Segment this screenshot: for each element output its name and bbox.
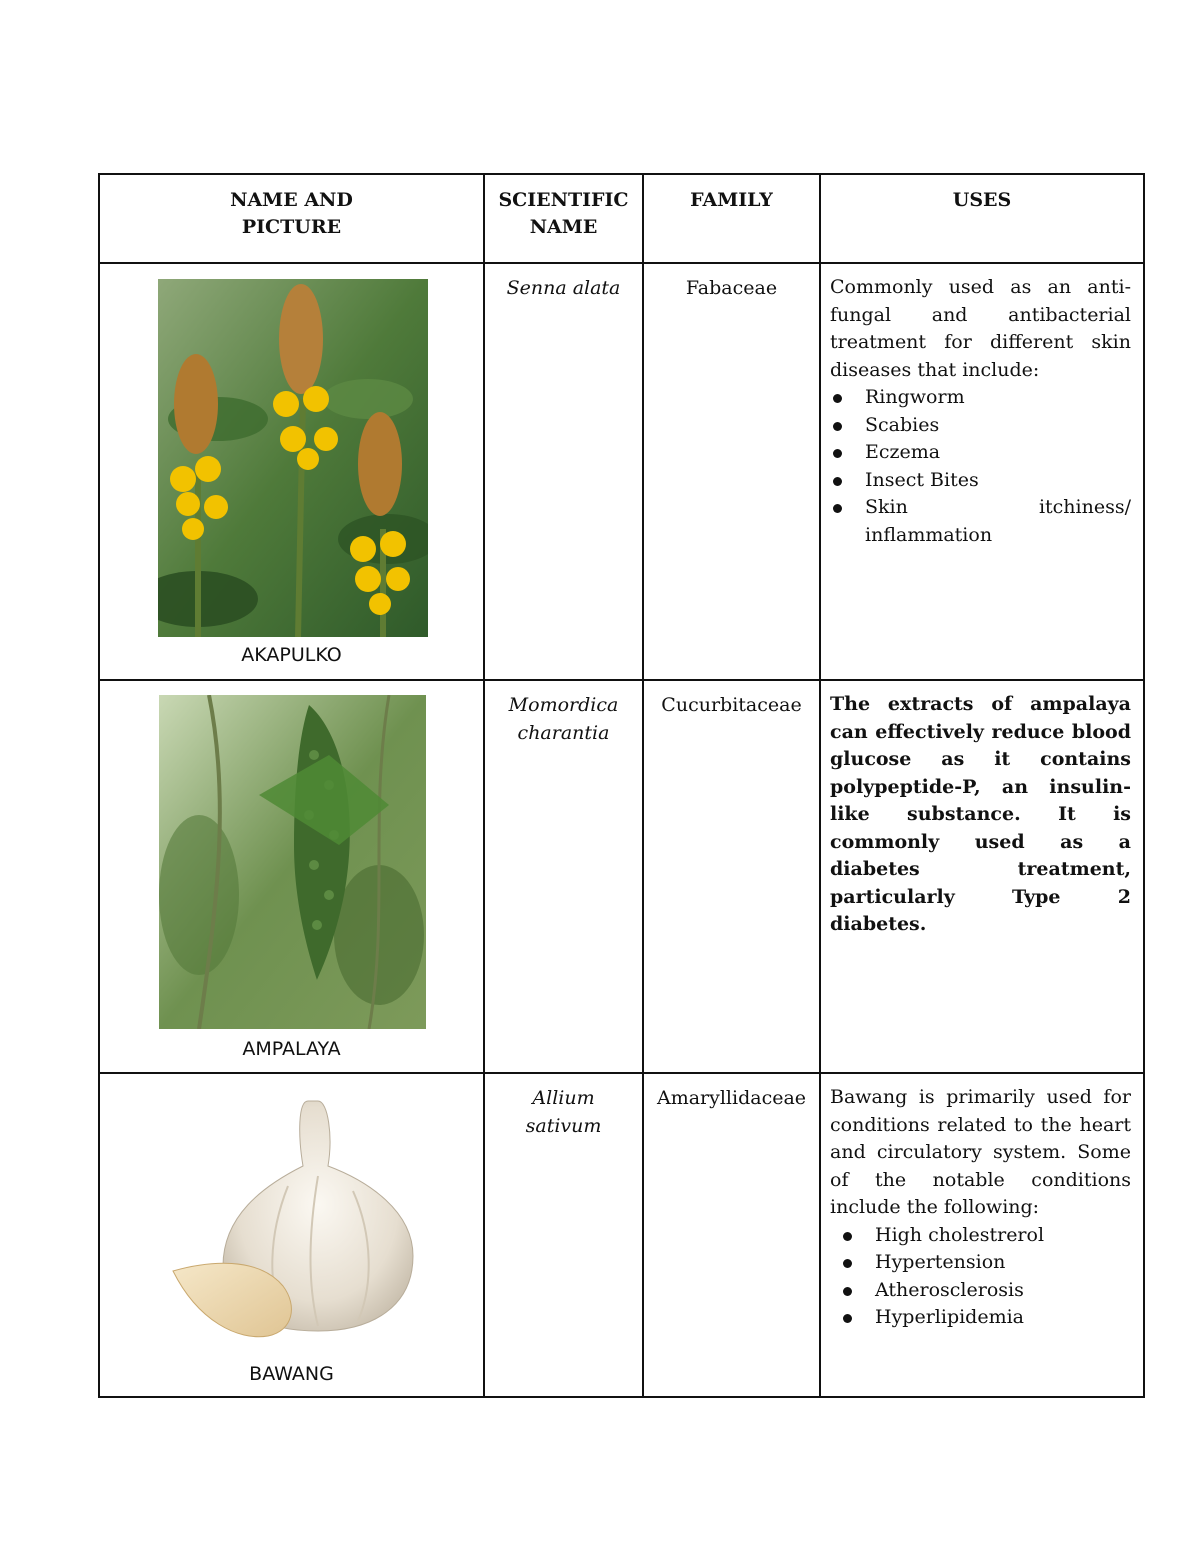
uses-cell [820,1073,1144,1397]
uses-list [830,384,1131,549]
plant-name: AKAPULKO [241,644,342,666]
scientific-name-line1: Momordica [508,694,619,716]
uses-intro: Bawang is primarily used for conditions related to the heart and circulatory system. Some of the notable conditions include the following: [830,1086,1131,1218]
list-item [830,494,1131,549]
name-picture-cell [99,263,484,680]
header-name-and-picture [99,174,484,263]
name-picture-cell [99,1073,484,1397]
list-item [830,1277,1131,1305]
header-name-line1: NAME AND [230,189,353,211]
table-row [99,263,1144,680]
header-scientific-name [484,174,643,263]
list-item [830,1249,1131,1277]
scientific-name-cell [484,263,643,680]
header-name-line2: PICTURE [241,216,342,238]
scientific-name-cell [484,680,643,1073]
header-uses: USES [820,174,1144,263]
bullet-icon [833,394,842,403]
akapulko-flower-icon [158,279,428,637]
list-item [830,439,1131,467]
bullet-icon [833,422,842,431]
scientific-name-line2: charantia [517,722,610,744]
list-item-text: Skin itchiness/ inflammation [865,496,1131,546]
list-item-text: Atherosclerosis [875,1278,1024,1301]
list-item-text: Eczema [865,441,941,463]
list-item-text: Scabies [865,413,940,436]
bullet-icon [843,1314,852,1323]
list-item-text: Hypertension [875,1251,1006,1273]
bullet-icon [833,449,842,458]
bullet-icon [843,1232,852,1241]
herbal-plants-table [98,173,1145,1398]
list-item-text: Insect Bites [865,468,979,491]
table-row [99,680,1144,1073]
list-item [830,1304,1131,1332]
uses-cell [820,263,1144,680]
header-scientific-line2: NAME [529,216,598,238]
list-item [830,384,1131,412]
list-item [830,467,1131,495]
header-row [99,174,1144,263]
plant-name: AMPALAYA [242,1038,341,1060]
bullet-icon [843,1287,852,1296]
uses-intro: Commonly used as an anti-fungal and antibacterial treatment for different skin diseases that include: [830,276,1131,381]
uses-list [830,1222,1131,1332]
garlic-bulb-icon [168,1096,418,1346]
table-row [99,1073,1144,1397]
uses-intro: The extracts of ampalaya can effectively reduce blood glucose as it contains polypeptide-P, an insulin-like substance. It is commonly used as a diabetes treatment, particularly Type 2 diabetes. [830,693,1131,935]
family-cell: Amaryllidaceae [643,1073,820,1397]
list-item-text: Ringworm [865,386,965,408]
list-item-text: High cholestrerol [875,1223,1045,1246]
scientific-name-line1: Allium [532,1087,595,1109]
plant-name: BAWANG [249,1363,334,1385]
list-item [830,1222,1131,1250]
scientific-name-line1: Senna alata [506,277,621,299]
family-cell: Cucurbitaceae [643,680,820,1073]
name-picture-cell [99,680,484,1073]
scientific-name-line2: sativum [525,1115,602,1137]
list-item-text: Hyperlipidemia [875,1306,1025,1328]
scientific-name-cell [484,1073,643,1397]
header-family: FAMILY [643,174,820,263]
uses-cell [820,680,1144,1073]
list-item [830,412,1131,440]
header-scientific-line1: SCIENTIFIC [498,189,629,211]
family-cell: Fabaceae [643,263,820,680]
bullet-icon [833,504,842,513]
ampalaya-gourd-icon [159,695,426,1029]
bullet-icon [843,1259,852,1268]
bullet-icon [833,477,842,486]
